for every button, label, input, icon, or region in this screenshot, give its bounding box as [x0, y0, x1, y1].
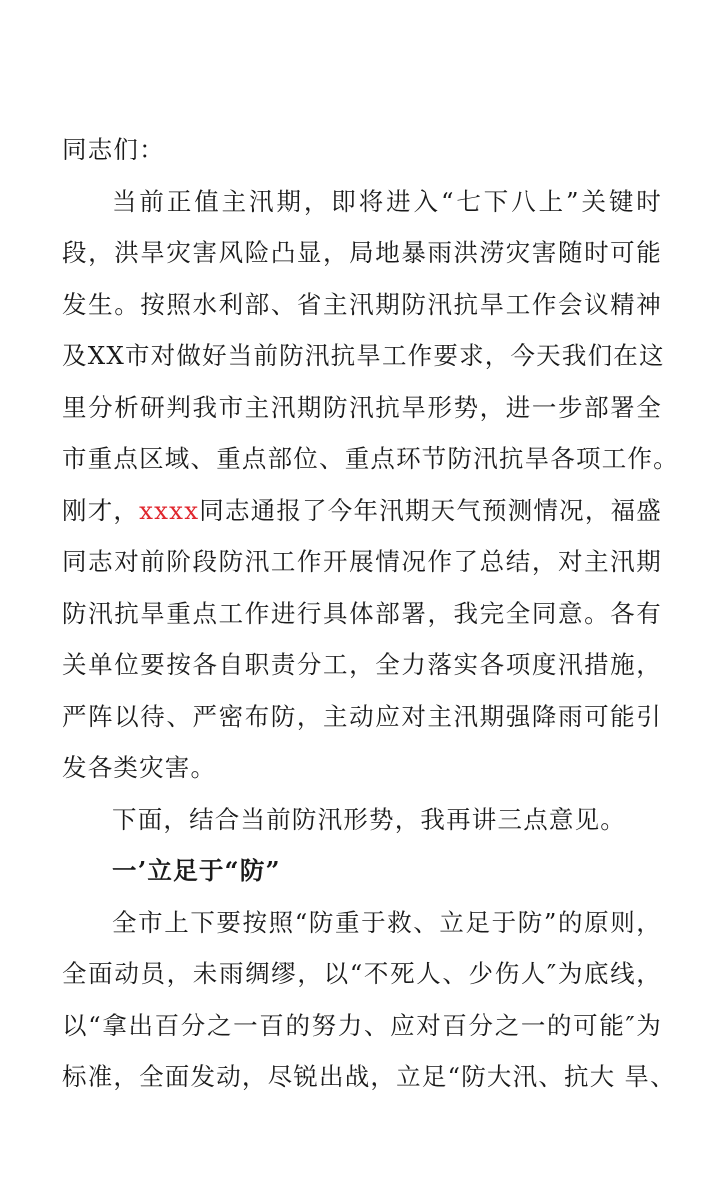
paragraph-line: 里分析研判我市主汛期防汛抗旱形势，进一步部署全	[62, 392, 662, 422]
paragraph-line: 严阵以待、严密布防，主动应对主汛期强降雨可能引	[62, 701, 662, 731]
paragraph-line: 关单位要按各自职责分工，全力落实各项度汛措施，	[62, 650, 662, 679]
paragraph-line: 市重点区域、重点部位、重点环节防汛抗旱各项工作。	[62, 444, 679, 473]
paragraph-line: 及XX市对做好当前防汛抗旱工作要求，今天我们在这	[62, 341, 665, 370]
section-heading: 一’立足于“防”	[112, 856, 281, 885]
paragraph-line: 下面，结合当前防汛形势，我再讲三点意见。	[112, 804, 626, 834]
highlighted-name: xxxx	[139, 495, 200, 525]
paragraph-line: 同志对前阶段防汛工作开展情况作了总结，对主汛期	[62, 547, 662, 576]
paragraph-line: 发生。按照水利部、省主汛期防汛抗旱工作会议精神	[62, 289, 662, 319]
paragraph-text: 刚才，	[62, 495, 140, 525]
paragraph-line: 段，洪旱灾害风险凸显，局地暴雨洪涝灾害随时可能	[62, 238, 662, 267]
paragraph-line: 全市上下要按照“防重于救、立足于防”的原则，	[112, 907, 662, 937]
paragraph-line: 防汛抗旱重点工作进行具体部署，我完全同意。各有	[62, 598, 662, 628]
salutation: 同志们：	[62, 135, 165, 164]
paragraph-text: 同志通报了今年汛期天气预测情况，福盛	[199, 495, 662, 525]
paragraph-line: 标准，全面发动，尽锐出战，立足“防大汛、抗大 旱、	[62, 1062, 676, 1091]
paragraph-line: 全面动员，未雨绸缪，以“不死人、少伤人″为底线，	[62, 959, 662, 988]
paragraph-line: 以“拿出百分之一百的努力、应对百分之一的可能″为	[62, 1010, 662, 1040]
document-page	[62, 124, 679, 1103]
paragraph-line: 当前正值主汛期，即将进入“七下八上”关键时	[112, 186, 662, 216]
paragraph-line	[62, 485, 662, 537]
paragraph-line: 发各类灾害。	[62, 753, 217, 782]
